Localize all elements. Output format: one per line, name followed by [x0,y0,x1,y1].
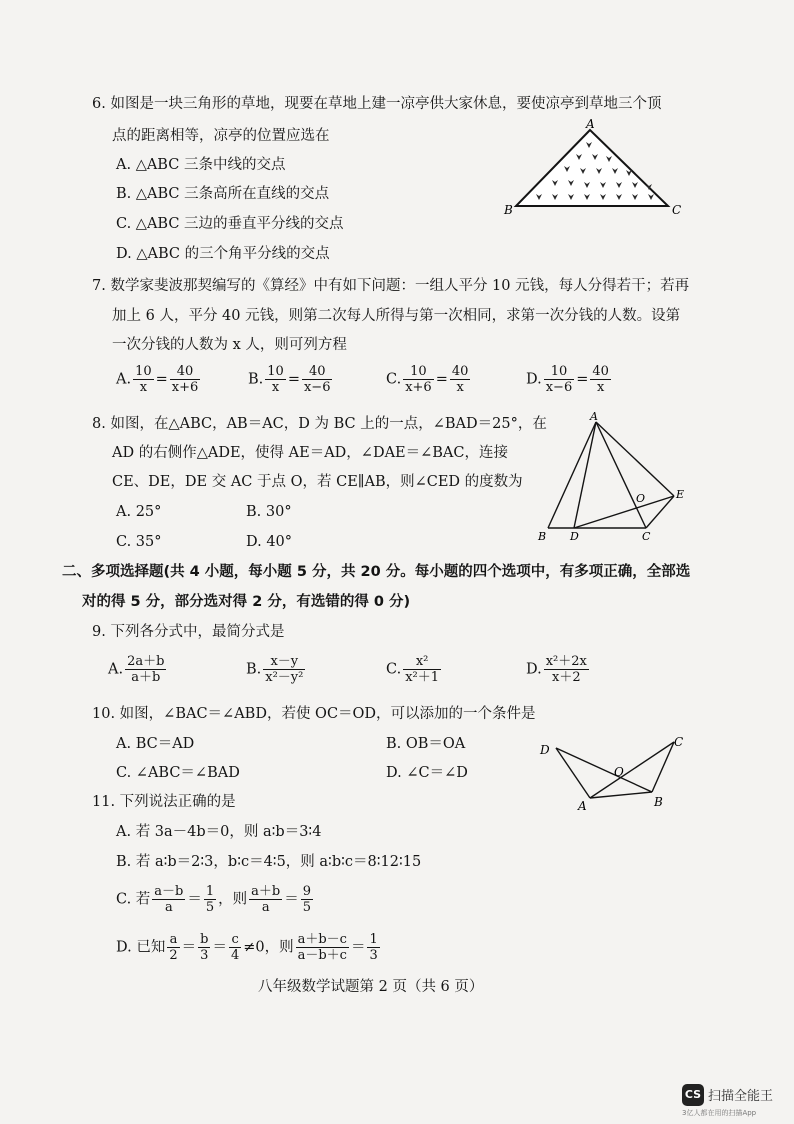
q7-option-b [248,364,334,395]
q11-d-f1-den: 2 [169,948,178,963]
q11-d-f5-den: 3 [369,948,378,963]
q8-option-c: C. 35° [116,534,162,550]
q7-c-lden: x+6 [405,380,432,395]
q11-d-f5-num: 1 [369,932,378,947]
q9-a-label: A. [108,661,124,678]
q11-stem: 11. 下列说法正确的是 [92,794,236,810]
q9-b-label: B. [246,661,262,678]
q7-d-rnum: 40 [592,364,609,379]
q11-c-f4-den: 5 [302,900,312,915]
q10-option-c: C. ∠ABC＝∠BAD [116,765,240,781]
q11-c-f1-den: a [164,900,173,915]
q10-label-a: A [578,799,587,813]
q11-d-eq3: ＝ [350,939,366,956]
q8-stem-line2: AD 的右侧作△ADE，使得 AE＝AD，∠DAE＝∠BAC，连接 [112,445,509,461]
q8-label-d: D [570,530,579,543]
q8-option-d: D. 40° [246,534,293,550]
q11-d-f1-num: a [167,932,179,948]
q7-option-d [526,364,613,395]
q7-a-rnum: 40 [170,364,201,380]
q6-stem-line1: 6. 如图是一块三角形的草地，现要在草地上建一凉亭供大家休息，要使凉亭到草地三个顶 [92,96,662,112]
q6-option-a: A. △ABC 三条中线的交点 [116,157,286,173]
q9-c-den: x²＋1 [405,670,440,685]
q8-label-e: E [676,488,685,501]
camscanner-tagline: 3亿人都在用的扫描App [682,1109,757,1117]
q11-option-c [116,884,315,915]
q11-d-f4-den: a－b＋c [297,948,347,963]
q6-label-b: B [504,203,513,217]
q7-b-rden: x−6 [303,380,331,395]
q7-stem-line2: 加上 6 人，平分 40 元钱，则第二次每人所得与第一次相同，求第一次分钱的人数。设第 [112,308,681,324]
section2-heading-line1: 二、多项选择题(共 4 小题，每小题 5 分，共 20 分。每小题的四个选项中，有多项正确，全部选 [62,564,691,580]
q11-c-eq2: ＝ [284,891,299,908]
q9-c-label: C. [386,661,402,678]
q9-c-num: x² [403,654,441,670]
q7-b-eq: = [287,371,300,388]
q6-label-a: A [586,118,595,131]
q7-d-label: D. [526,371,542,388]
q7-d-lnum: 10 [544,364,575,380]
q7-d-rden: x [596,380,605,395]
q6-option-c: C. △ABC 三边的垂直平分线的交点 [116,216,344,232]
q7-option-c [386,364,472,395]
q11-d-prefix: D. 已知 [116,939,166,956]
q6-option-b: B. △ABC 三条高所在直线的交点 [116,186,330,202]
q8-stem-line3: CE、DE，DE 交 AC 于点 O，若 CE∥AB，则∠CED 的度数为 [112,474,523,490]
q6-grass-triangle-figure [496,118,696,218]
q11-d-neq-then: ≠0，则 [243,939,294,956]
q7-a-lnum: 10 [135,364,152,379]
q11-c-f2-num: 1 [205,884,215,899]
q9-b-num: x－y [263,654,305,670]
q7-c-label: C. [386,371,402,388]
q9-a-den: a＋b [131,670,161,685]
q11-c-f4-num: 9 [302,884,312,899]
q10-bowtie-figure [534,730,694,814]
q8-label-a: A [590,410,598,423]
q10-label-d: D [540,743,550,757]
q10-label-o: O [614,765,624,779]
q7-a-rden: x+6 [171,380,199,395]
q7-b-label: B. [248,371,264,388]
q11-c-f3-num: a＋b [251,884,281,899]
q9-d-den: x＋2 [551,670,581,685]
camscanner-name: 扫描全能王 [708,1089,774,1104]
q11-d-f2-den: 3 [200,948,209,963]
camscanner-logo-icon: CS [682,1084,704,1106]
q9-d-label: D. [526,661,542,678]
q8-label-c: C [642,530,651,543]
q11-d-f2-num: b [200,932,209,947]
q8-stem-line1: 8. 如图，在△ABC，AB＝AC，D 为 BC 上的一点，∠BAD＝25°，在 [92,416,547,432]
q11-option-d [116,932,382,963]
q10-label-c: C [674,735,684,749]
q9-stem: 9. 下列各分式中，最简分式是 [92,624,285,640]
q7-stem-line3: 一次分钱的人数为 x 人，则可列方程 [112,337,347,353]
q11-d-eq1: ＝ [181,939,197,956]
q7-b-rnum: 40 [302,364,333,380]
q11-d-f4-num: a＋b－c [297,932,347,947]
q7-b-lnum: 10 [267,364,284,379]
q7-d-lden: x−6 [545,380,573,395]
q7-d-eq: = [576,371,589,388]
q7-b-lden: x [271,380,280,395]
q8-label-b: B [538,530,547,543]
q11-c-eq1: ＝ [187,891,202,908]
q7-c-eq: = [435,371,448,388]
page-footer: 八年级数学试题第 2 页（共 6 页） [258,979,484,995]
q11-option-b: B. 若 a∶b＝2∶3，b∶c＝4∶5，则 a∶b∶c＝8∶12∶15 [116,854,422,870]
q7-c-rden: x [456,380,464,395]
q8-option-a: A. 25° [116,504,162,520]
q7-a-lden: x [139,380,148,395]
q8-option-b: B. 30° [246,504,292,520]
q10-stem: 10. 如图，∠BAC＝∠ABD，若使 OC＝OD，可以添加的一个条件是 [92,706,536,722]
q9-a-num: 2a＋b [127,654,165,669]
section2-heading-line2: 对的得 5 分，部分选对得 2 分，有选错的得 0 分) [82,594,411,610]
q11-c-then: ，则 [218,891,248,908]
q8-label-o: O [636,492,646,505]
q11-d-f3-den: 4 [230,948,240,963]
q7-option-a [116,364,202,395]
q9-d-num: x²＋2x [545,654,587,669]
q10-option-d: D. ∠C＝∠D [386,765,468,781]
q11-d-eq2: ＝ [212,939,227,956]
q11-c-f1-num: a－b [154,884,184,899]
q9-option-a [108,654,168,685]
q8-triangle-figure [534,408,694,544]
q7-stem-line1: 7. 数学家斐波那契编写的《算经》中有如下问题：一组人平分 10 元钱，每人分得若干；若再 [92,278,690,294]
q10-option-b: B. OB＝OA [386,736,466,752]
q11-option-a: A. 若 3a－4b＝0，则 a∶b＝3∶4 [116,824,322,840]
q6-option-d: D. △ABC 的三个角平分线的交点 [116,246,330,262]
q11-c-f3-den: a [261,900,270,915]
q11-c-prefix: C. 若 [116,891,151,908]
q7-a-label: A. [116,371,132,388]
q9-option-b [246,654,307,685]
q11-c-f2-den: 5 [205,900,215,915]
q10-option-a: A. BC＝AD [116,736,195,752]
q6-stem-line2: 点的距离相等，凉亭的位置应选在 [112,128,330,144]
q7-a-eq: = [155,371,168,388]
q7-c-rnum: 40 [451,364,469,379]
q6-label-c: C [672,203,682,217]
q11-d-f3-num: c [229,932,241,948]
q7-c-lnum: 10 [403,364,434,380]
q10-label-b: B [654,795,663,809]
q9-option-c [386,654,443,685]
q9-option-d [526,654,591,685]
q9-b-den: x²－y² [265,670,304,685]
